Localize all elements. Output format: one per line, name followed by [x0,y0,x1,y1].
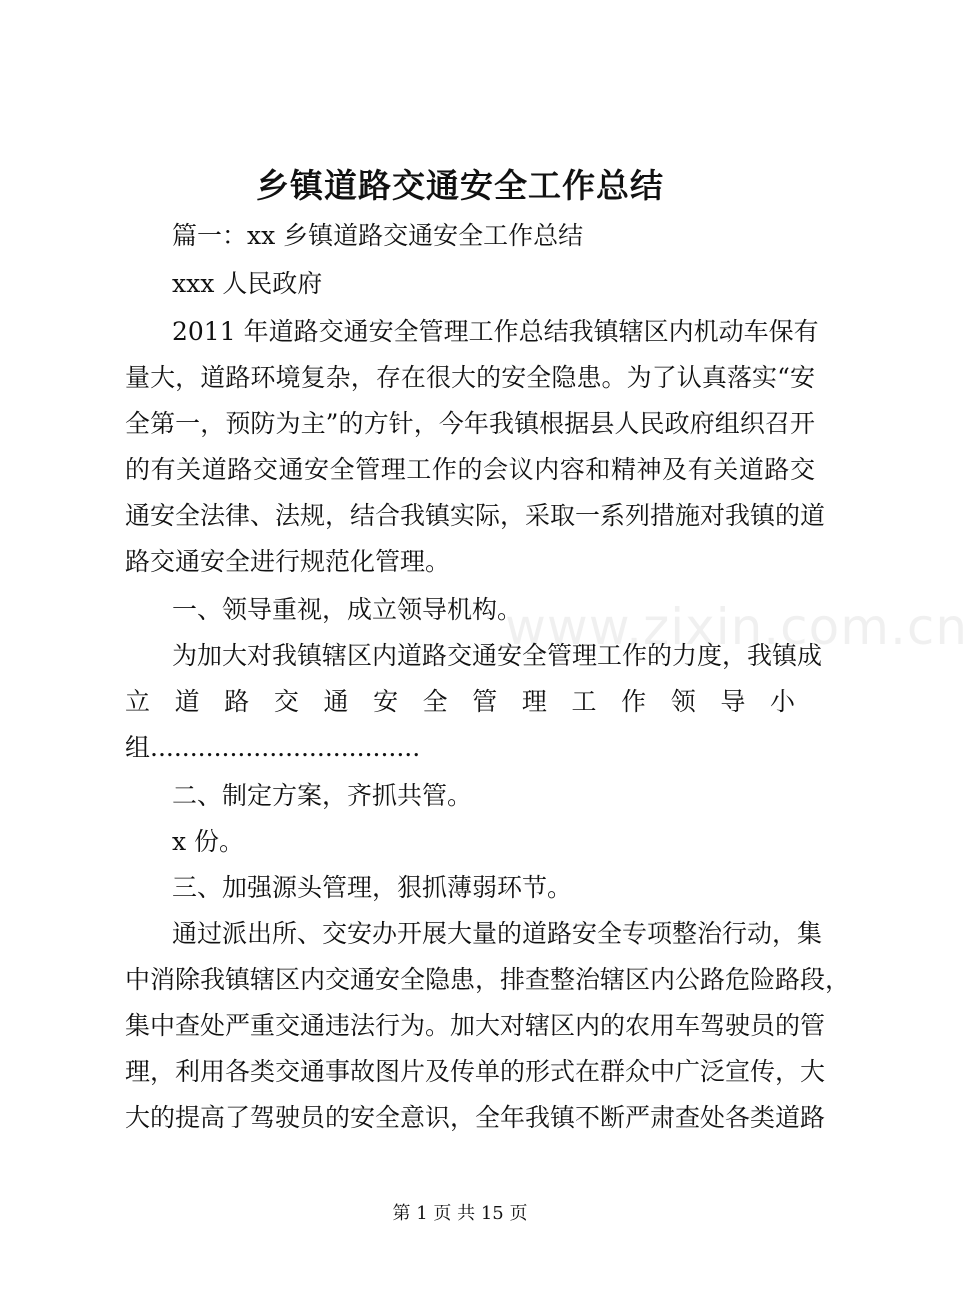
page-title: 乡镇道路交通安全工作总结 [256,166,664,205]
section-heading: 篇一：xx 乡镇道路交通安全工作总结 [172,221,584,250]
body-line: 通过派出所、交安办开展大量的道路安全专项整治行动，集 [172,919,823,948]
body-line: 通安全法律、法规，结合我镇实际，采取一系列措施对我镇的道 [125,501,826,530]
body-line: 集中查处严重交通违法行为。加大对辖区内的农用车驾驶员的管 [125,1011,826,1040]
page-number-footer: 第 1 页 共 15 页 [392,1203,528,1224]
body-line: 大的提高了驾驶员的安全意识，全年我镇不断严肃查处各类道路 [125,1103,826,1132]
body-line: x 份。 [172,827,245,856]
body-line: 组.................................. [125,733,421,762]
body-line: 的有关道路交通安全管理工作的会议内容和精神及有关道路交 [125,455,815,484]
subheading: 一、领导重视，成立领导机构。 [172,595,523,624]
body-line: 量大，道路环境复杂，存在很大的安全隐患。为了认真落实“安 [125,363,815,392]
body-line: 路交通安全进行规范化管理。 [125,547,451,576]
subheading: 三、加强源头管理，狠抓薄弱环节。 [172,873,573,902]
watermark: www.zixin.com.cn [505,598,968,656]
subheading: 二、制定方案，齐抓共管。 [172,781,473,810]
author-line: xxx 人民政府 [172,269,323,298]
body-line: 2011 年道路交通安全管理工作总结我镇辖区内机动车保有 [172,317,819,346]
body-line: 为加大对我镇辖区内道路交通安全管理工作的力度，我镇成 [172,641,823,670]
body-line: 立道路交通安全管理工作领导小 [125,687,815,716]
body-line: 理，利用各类交通事故图片及传单的形式在群众中广泛宣传，大 [125,1057,826,1086]
body-line: 全第一，预防为主”的方针，今年我镇根据县人民政府组织召开 [125,409,815,438]
body-line: 中消除我镇辖区内交通安全隐患，排查整治辖区内公路危险路段， [125,965,851,994]
